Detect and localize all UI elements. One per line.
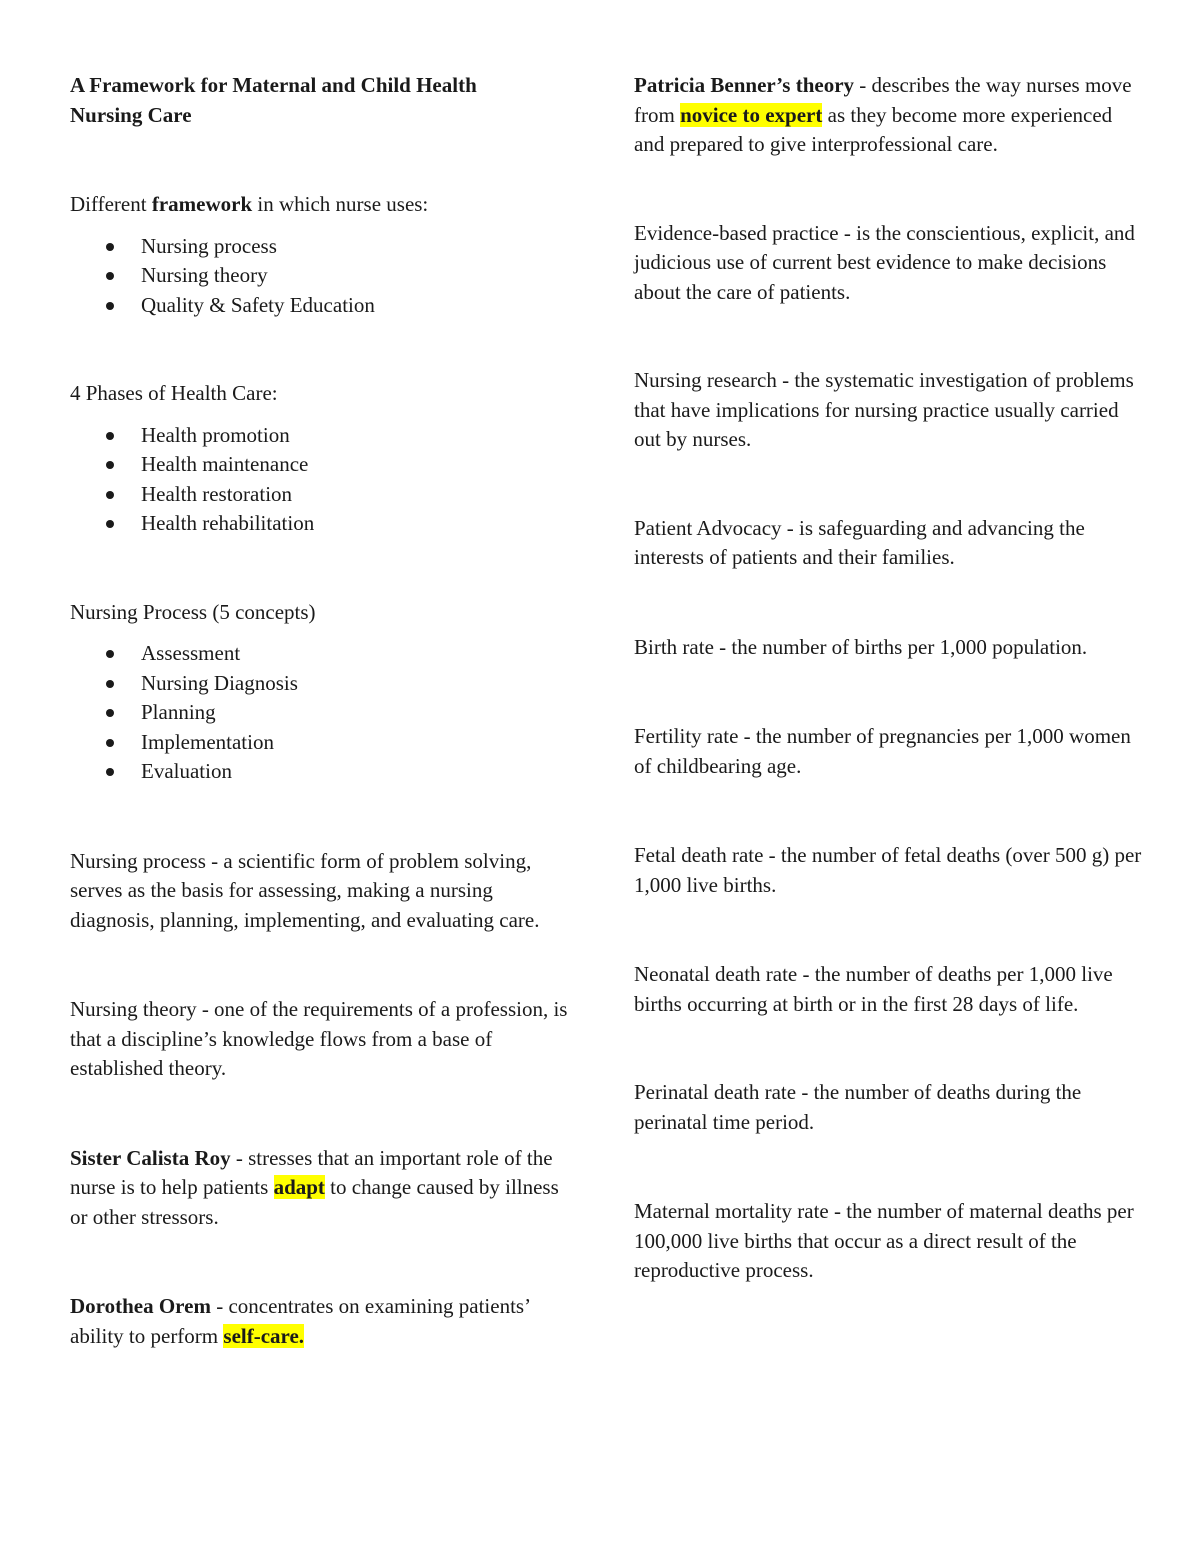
list-item: Nursing theory [70, 261, 570, 291]
process-list [70, 639, 570, 787]
phases-heading: 4 Phases of Health Care: [70, 381, 278, 405]
list-item: Health maintenance [70, 450, 570, 480]
document-title: A Framework for Maternal and Child Health Nursing Care [70, 73, 477, 127]
list-item: Implementation [70, 728, 570, 758]
def-patient-advocacy: Patient Advocacy - is safeguarding and advancing the interests of patients and their families. [634, 515, 1085, 569]
def-fertility-rate: Fertility rate - the number of pregnancies per 1,000 women of childbearing age. [634, 724, 1131, 778]
def-nursing-theory: Nursing theory - one of the requirements of a profession, is that a discipline’s knowledge flows from a base of established theory. [70, 997, 568, 1080]
list-item: Evaluation [70, 757, 570, 787]
def-orem: Dorothea Orem - concentrates on examining patients’ ability to perform self-care. [70, 1294, 530, 1348]
list-item: Health rehabilitation [70, 509, 570, 539]
list-item: Planning [70, 698, 570, 728]
left-column [70, 71, 570, 1351]
def-birth-rate: Birth rate - the number of births per 1,000 population. [634, 634, 1088, 659]
list-item: Health promotion [70, 421, 570, 451]
framework-list [70, 232, 570, 321]
def-perinatal-death-rate: Perinatal death rate - the number of deaths during the perinatal time period. [634, 1080, 1082, 1134]
def-evidence-based-practice: Evidence-based practice - is the conscientious, explicit, and judicious use of current best evidence to make decisions about the care of patients. [634, 220, 1135, 304]
def-neonatal-death-rate: Neonatal death rate - the number of deaths per 1,000 live births occurring at birth or in the first 28 days of life. [634, 962, 1113, 1016]
def-nursing-process: Nursing process - a scientific form of problem solving, serves as the basis for assessing, making a nursing diagnosis, planning, implementing, and evaluating care. [70, 848, 540, 932]
def-roy: Sister Calista Roy - stresses that an important role of the nurse is to help patients adapt to change caused by illness or other stressors. [70, 1145, 559, 1229]
process-heading: Nursing Process (5 concepts) [70, 599, 316, 624]
def-maternal-mortality-rate: Maternal mortality rate - the number of maternal deaths per 100,000 live births that occur as a direct result of the reproductive process. [634, 1199, 1134, 1282]
framework-intro: Different framework in which nurse uses: [70, 192, 429, 216]
list-item: Health restoration [70, 480, 570, 510]
list-item: Nursing process [70, 232, 570, 262]
list-item: Quality & Safety Education [70, 291, 570, 321]
phases-list [70, 421, 570, 539]
def-benner: Patricia Benner’s theory - describes the way nurses move from novice to expert as they become more experienced and prepared to give interprofessional care. [634, 73, 1132, 156]
list-item: Assessment [70, 639, 570, 669]
right-column [634, 71, 1144, 1286]
def-fetal-death-rate: Fetal death rate - the number of fetal deaths (over 500 g) per 1,000 live births. [634, 843, 1142, 897]
def-nursing-research: Nursing research - the systematic investigation of problems that have implications for nursing practice usually carried out by nurses. [634, 368, 1134, 451]
list-item: Nursing Diagnosis [70, 669, 570, 699]
